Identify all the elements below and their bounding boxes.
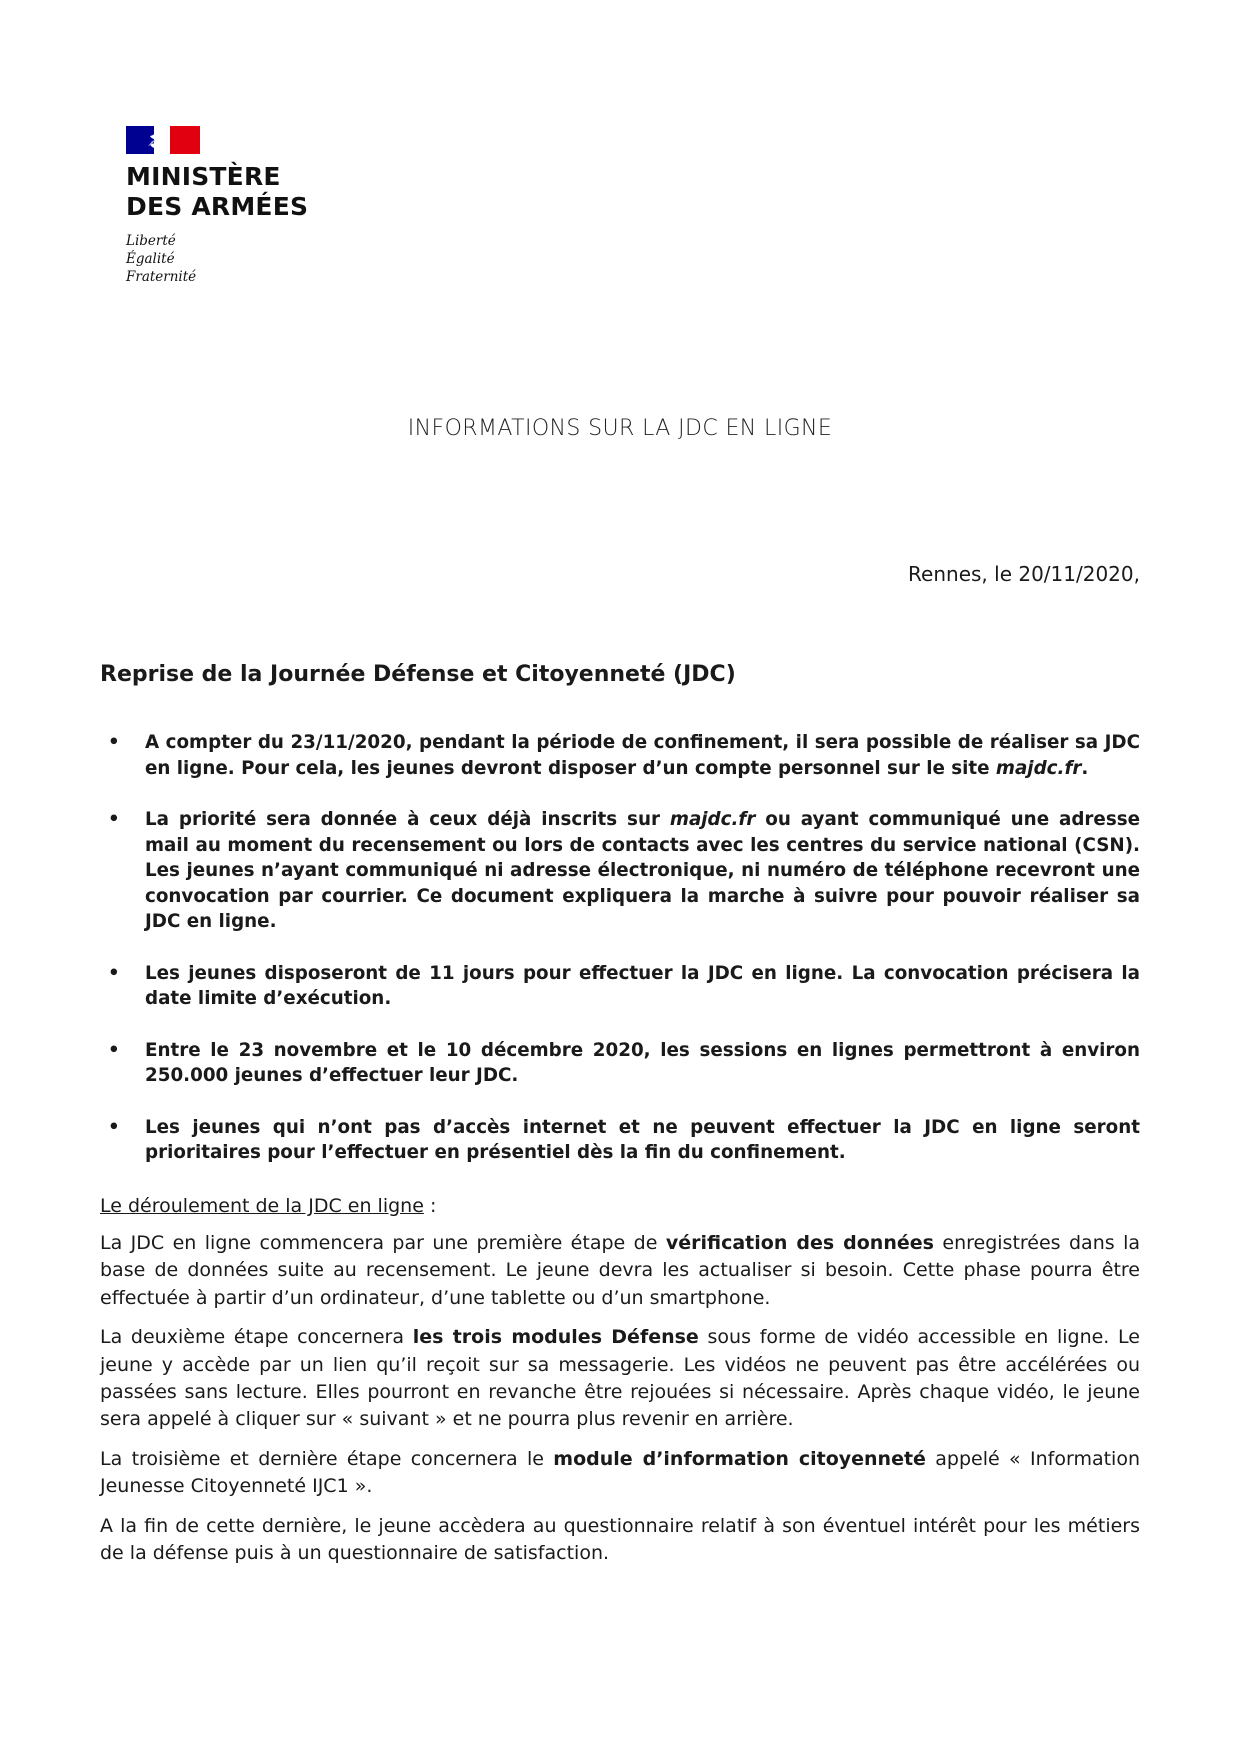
bullet-icon: • (108, 1039, 120, 1061)
paragraph-text: La deuxième étape concernera (100, 1326, 413, 1349)
ministry-logo (126, 126, 308, 286)
bullet-list (100, 730, 1140, 1192)
bullet-icon: • (108, 1116, 120, 1138)
list-item (100, 807, 1140, 935)
paragraph-text-end: enregistrées dans la base de données suite au recensement. Le jeune devra les actualiser si besoin. Cette phase pourra être effectuée à partir d’un ordinateur, d’une tablette ou d’un smartphone. (100, 1232, 1140, 1309)
bullet-text-end: . (1081, 757, 1089, 779)
section-heading: Reprise de la Journée Défense et Citoyenneté (JDC) (100, 662, 736, 687)
paragraph (100, 1230, 1140, 1312)
jdc-process-section (100, 1192, 1140, 1579)
paragraph (100, 1324, 1140, 1434)
list-item (100, 961, 1140, 1012)
list-item (100, 1038, 1140, 1089)
list-item (100, 1115, 1140, 1166)
paragraph-text: A la fin de cette dernière, le jeune accèdera au questionnaire relatif à son éventuel intérêt pour les métiers de la défense puis à un questionnaire de satisfaction. (100, 1514, 1140, 1565)
paragraph-text: La troisième et dernière étape concernera le (100, 1447, 554, 1470)
motto-egalite: Égalité (126, 251, 175, 267)
ministry-name (126, 162, 308, 222)
site-name: majdc.fr (995, 757, 1082, 779)
bullet-text: Les jeunes disposeront de 11 jours pour effectuer la JDC en ligne. La convocation précisera la date limite d’exécution. (145, 962, 1140, 1009)
paragraph-emphasis: module d’information citoyenneté (553, 1447, 926, 1470)
paragraph-emphasis: vérification des données (665, 1232, 934, 1254)
section-subtitle-suffix: : (423, 1195, 437, 1217)
marianne-flag-icon (126, 126, 200, 154)
bullet-text: La priorité sera donnée à ceux déjà inscrits sur (145, 809, 670, 830)
bullet-icon: • (108, 809, 120, 830)
motto-fraternite: Fraternité (126, 269, 197, 285)
section-subtitle-line (100, 1192, 1140, 1220)
motto-liberte: Liberté (126, 233, 176, 249)
section-subtitle: Le déroulement de la JDC en ligne (100, 1195, 424, 1217)
ministry-name-line2: DES ARMÉES (126, 192, 309, 221)
site-name: majdc.fr (669, 809, 756, 830)
paragraph-text-end: appelé « Information Jeunesse Citoyenneté IJC1 ». (100, 1447, 1140, 1498)
paragraph (100, 1513, 1140, 1568)
paragraph-text-end: sous forme de vidéo accessible en ligne. Le jeune y accède par un lien qu’il reçoit sur sa messagerie. Les vidéos ne peuvent pas être accélérées ou passées sans lecture. Elles pourront en revanche être rejouées si nécessaire. Après chaque vidéo, le jeune sera appelé à cliquer sur « suivant » et ne pourra plus revenir en arrière. (100, 1326, 1140, 1431)
bullet-text-end: ou ayant communiqué une adresse mail au moment du recensement ou lors de contacts avec les centres du service national (CSN). Les jeunes n’ayant communiqué ni adresse électronique, ni numéro de téléphone recevront une convocation par courrier. Ce document expliquera la marche à suivre pour pouvoir réaliser sa JDC en ligne. (145, 809, 1140, 932)
list-item (100, 730, 1140, 781)
bullet-icon: • (108, 732, 120, 753)
paragraph (100, 1446, 1140, 1501)
paragraph-emphasis: les trois modules Défense (412, 1326, 699, 1349)
bullet-text: A compter du 23/11/2020, pendant la période de confinement, il sera possible de réaliser sa JDC en ligne. Pour cela, les jeunes devront disposer d’un compte personnel sur le site (145, 732, 1140, 779)
ministry-name-line1: MINISTÈRE (126, 162, 281, 191)
document-title: INFORMATIONS SUR LA JDC EN LIGNE (407, 416, 833, 441)
bullet-icon: • (108, 962, 120, 984)
date-line: Rennes, le 20/11/2020, (908, 562, 1140, 586)
paragraph-text: La JDC en ligne commencera par une première étape de (100, 1232, 666, 1254)
bullet-text: Entre le 23 novembre et le 10 décembre 2020, les sessions en lignes permettront à environ 250.000 jeunes d’effectuer leur JDC. (145, 1039, 1140, 1086)
bullet-text: Les jeunes qui n’ont pas d’accès internet et ne peuvent effectuer la JDC en ligne seront prioritaires pour l’effectuer en présentiel dès la fin du confinement. (145, 1116, 1140, 1163)
republic-motto (126, 232, 308, 286)
